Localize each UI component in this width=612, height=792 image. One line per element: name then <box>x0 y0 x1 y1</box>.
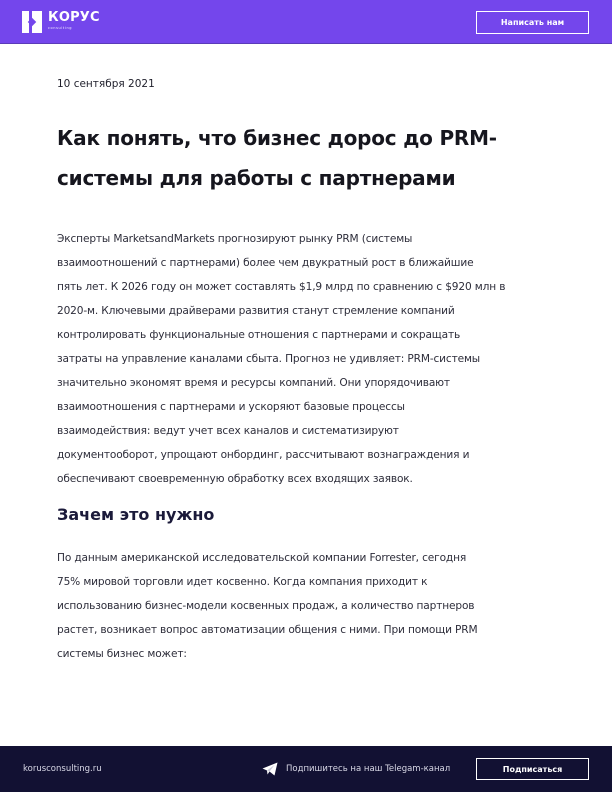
paragraph-line: использованию бизнес-модели косвенных продаж, а количество партнеров <box>57 600 475 612</box>
korus-logo-icon <box>22 11 43 33</box>
logo-title: КОРУС <box>48 10 100 25</box>
title-line: системы для работы с партнерами <box>57 166 456 190</box>
telegram-icon[interactable] <box>262 762 278 776</box>
paragraph-line: По данным американской исследовательской компании Forrester, сегодня <box>57 552 467 564</box>
subscribe-button[interactable]: Подписаться <box>476 758 589 780</box>
article-title <box>57 118 557 198</box>
paragraph-line: Эксперты MarketsandMarkets прогнозируют рынку PRM (системы <box>57 233 413 245</box>
logo-subtitle: consulting <box>48 26 73 30</box>
site-header <box>0 0 612 44</box>
telegram-subscribe-text: Подпишитесь на наш Telegam-канал <box>286 764 451 774</box>
paragraph-line: взаимодействия: ведут учет всех каналов и систематизируют <box>57 425 399 437</box>
site-footer <box>0 746 612 792</box>
intro-paragraph <box>57 227 557 491</box>
site-link[interactable]: korusconsulting.ru <box>23 764 102 774</box>
write-us-button[interactable]: Написать нам <box>476 11 589 34</box>
paragraph-line: пять лет. К 2026 году он может составлять $1,9 млрд по сравнению с $920 млн в <box>57 281 506 293</box>
paragraph-line: обеспечивают своевременную обработку всех входящих заявок. <box>57 473 413 485</box>
section-heading: Зачем это нужно <box>57 505 215 524</box>
paragraph-line: документооборот, упрощают онбординг, рассчитывают вознаграждения и <box>57 449 470 461</box>
why-paragraph <box>57 546 557 666</box>
korus-logo[interactable] <box>22 11 100 33</box>
paragraph-line: взаимоотношений с партнерами) более чем двукратный рост в ближайшие <box>57 257 474 269</box>
paragraph-line: взаимоотношения с партнерами и ускоряют базовые процессы <box>57 401 405 413</box>
title-line: Как понять, что бизнес дорос до PRM- <box>57 126 497 150</box>
paragraph-line: значительно экономят время и ресурсы компаний. Они упорядочивают <box>57 377 450 389</box>
paragraph-line: 75% мировой торговли идет косвенно. Когда компания приходит к <box>57 576 428 588</box>
paragraph-line: контролировать функциональные отношения с партнерами и сокращать <box>57 329 461 341</box>
paragraph-line: 2020-м. Ключевыми драйверами развития станут стремление компаний <box>57 305 455 317</box>
paragraph-line: системы бизнес может: <box>57 648 187 660</box>
paragraph-line: растет, возникает вопрос автоматизации общения с ними. При помощи PRM <box>57 624 478 636</box>
article-date: 10 сентября 2021 <box>57 78 155 90</box>
paragraph-line: затраты на управление каналами сбыта. Прогноз не удивляет: PRM-системы <box>57 353 481 365</box>
